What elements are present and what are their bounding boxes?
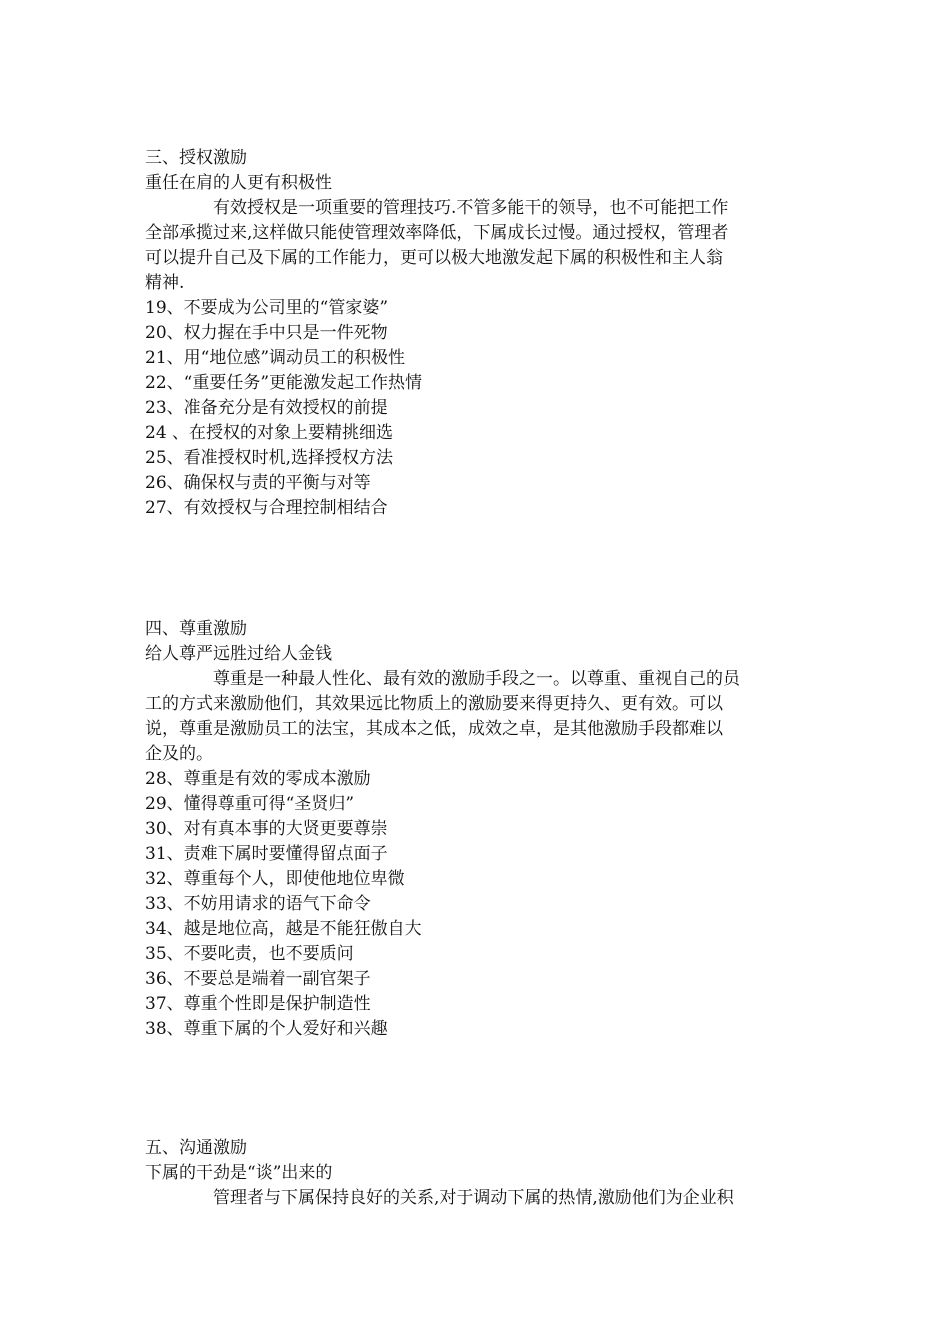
section-authorization bbox=[145, 146, 805, 521]
list-item: 37、尊重个性即是保护制造性 bbox=[145, 994, 371, 1014]
list-item: 19、不要成为公司里的“管家婆” bbox=[145, 298, 389, 318]
section-heading: 四、尊重激励 bbox=[145, 619, 247, 639]
section-heading: 三、授权激励 bbox=[145, 148, 247, 168]
item-list bbox=[145, 767, 805, 1042]
section-paragraph bbox=[145, 1186, 805, 1211]
list-item: 21、用“地位感”调动员工的积极性 bbox=[145, 348, 406, 368]
section-subtitle: 下属的干劲是“谈”出来的 bbox=[145, 1163, 333, 1183]
paragraph-line: 有效授权是一项重要的管理技巧.不管多能干的领导，也不可能把工作 bbox=[213, 198, 729, 218]
list-item: 24 、在授权的对象上要精挑细选 bbox=[145, 423, 394, 443]
section-communication bbox=[145, 1136, 805, 1211]
section-respect bbox=[145, 617, 805, 1042]
list-item: 35、不要叱责，也不要质问 bbox=[145, 944, 354, 964]
list-item: 29、懂得尊重可得“圣贤归” bbox=[145, 794, 355, 814]
list-item: 22、“重要任务”更能激发起工作热情 bbox=[145, 373, 423, 393]
list-item: 33、不妨用请求的语气下命令 bbox=[145, 894, 371, 914]
paragraph-line: 企及的。 bbox=[145, 744, 213, 764]
list-item: 30、对有真本事的大贤更要尊崇 bbox=[145, 819, 388, 839]
section-subtitle: 给人尊严远胜过给人金钱 bbox=[145, 644, 332, 664]
list-item: 34、越是地位高，越是不能狂傲自大 bbox=[145, 919, 422, 939]
paragraph-line: 尊重是一种最人性化、最有效的激励手段之一。以尊重、重视自己的员 bbox=[213, 669, 740, 689]
list-item: 28、尊重是有效的零成本激励 bbox=[145, 769, 371, 789]
section-paragraph bbox=[145, 667, 805, 767]
section-heading: 五、沟通激励 bbox=[145, 1138, 247, 1158]
section-subtitle: 重任在肩的人更有积极性 bbox=[145, 173, 332, 193]
list-item: 25、看准授权时机,选择授权方法 bbox=[145, 448, 394, 468]
list-item: 27、有效授权与合理控制相结合 bbox=[145, 498, 388, 518]
paragraph-line: 说，尊重是激励员工的法宝，其成本之低，成效之卓，是其他激励手段都难以 bbox=[145, 719, 723, 739]
list-item: 26、确保权与责的平衡与对等 bbox=[145, 473, 371, 493]
paragraph-line: 全部承揽过来,这样做只能使管理效率降低，下属成长过慢。通过授权，管理者 bbox=[145, 223, 729, 243]
list-item: 20、权力握在手中只是一件死物 bbox=[145, 323, 388, 343]
list-item: 31、责难下属时要懂得留点面子 bbox=[145, 844, 388, 864]
paragraph-line: 精神. bbox=[145, 273, 185, 293]
list-item: 23、准备充分是有效授权的前提 bbox=[145, 398, 388, 418]
paragraph-line: 可以提升自己及下属的工作能力，更可以极大地激发起下属的积极性和主人翁 bbox=[145, 248, 723, 268]
list-item: 38、尊重下属的个人爱好和兴趣 bbox=[145, 1019, 388, 1039]
list-item: 36、不要总是端着一副官架子 bbox=[145, 969, 371, 989]
list-item: 32、尊重每个人，即使他地位卑微 bbox=[145, 869, 405, 889]
paragraph-line: 管理者与下属保持良好的关系,对于调动下属的热情,激励他们为企业积 bbox=[213, 1188, 734, 1208]
section-paragraph bbox=[145, 196, 805, 296]
item-list bbox=[145, 296, 805, 521]
paragraph-line: 工的方式来激励他们，其效果远比物质上的激励要来得更持久、更有效。可以 bbox=[145, 694, 723, 714]
